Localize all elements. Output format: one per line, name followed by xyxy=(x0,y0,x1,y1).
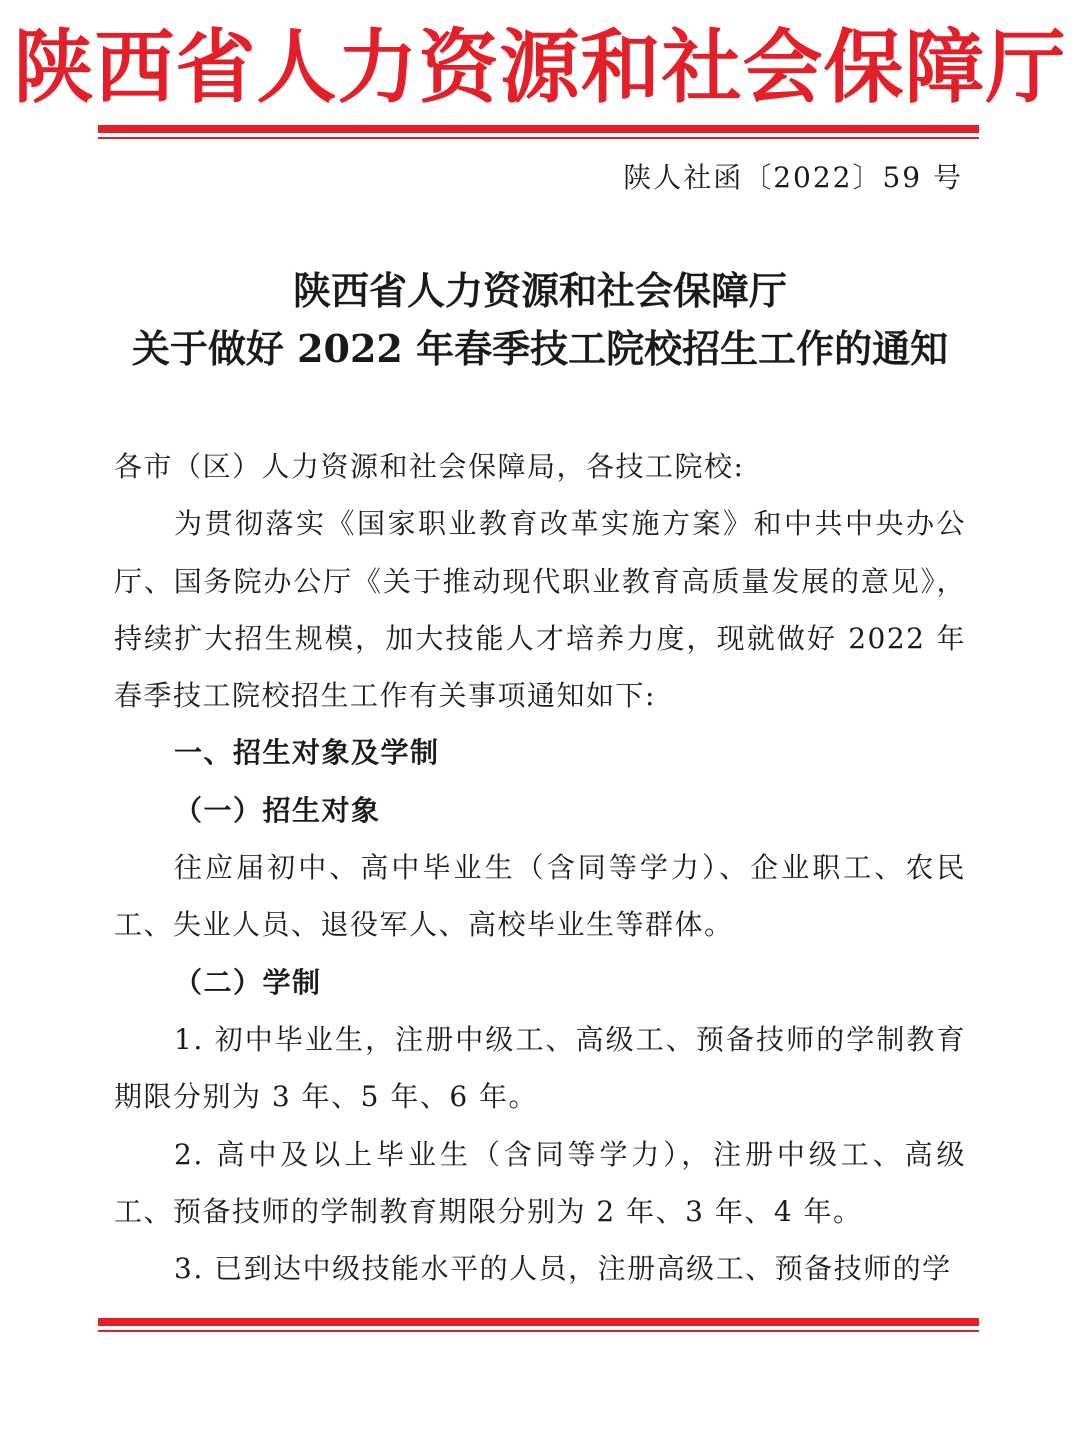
subsection-heading-duration: （二）学制 xyxy=(174,965,322,999)
document-body xyxy=(114,438,966,1297)
footer-red-rule-thick xyxy=(98,1318,979,1326)
intro-paragraph: 为贯彻落实《国家职业教育改革实施方案》和中共中央办公厅、国务院办公厅《关于推动现代职业教育高质量发展的意见》，持续扩大招生规模，加大技能人才培养力度，现就做好 2022 年春季技工院校招生工作有关事项通知如下: xyxy=(114,507,966,713)
addressee: 各市（区）人力资源和社会保障局，各技工院校: xyxy=(114,450,745,483)
org-header-title: 陕西省人力资源和社会保障厅 xyxy=(13,21,1067,114)
duration-item-1: 1. 初中毕业生，注册中级工、高级工、预备技师的学制教育期限分别为 3 年、5 年、6 年。 xyxy=(114,1022,966,1114)
footer-red-rule-thin xyxy=(98,1330,979,1332)
section-heading-1: 一、招生对象及学制 xyxy=(174,736,440,770)
header-red-rule-thick xyxy=(98,125,979,133)
notice-title-line2: 关于做好 2022 年春季技工院校招生工作的通知 xyxy=(131,326,949,371)
header-red-rule-thin xyxy=(98,137,979,139)
subsection-heading-enrollment-targets: （一）招生对象 xyxy=(174,793,381,827)
enrollment-targets-paragraph: 往应届初中、高中毕业生（含同等学力）、企业职工、农民工、失业人员、退役军人、高校毕业生等群体。 xyxy=(114,851,966,942)
notice-title-line1: 陕西省人力资源和社会保障厅 xyxy=(292,268,787,313)
duration-item-2: 2. 高中及以上毕业生（含同等学力），注册中级工、高级工、预备技师的学制教育期限分别为 2 年、3 年、4 年。 xyxy=(114,1137,966,1228)
duration-item-3: 3. 已到达中级技能水平的人员，注册高级工、预备技师的学 xyxy=(174,1252,952,1286)
document-number: 陕人社函〔2022〕59 号 xyxy=(623,161,963,194)
